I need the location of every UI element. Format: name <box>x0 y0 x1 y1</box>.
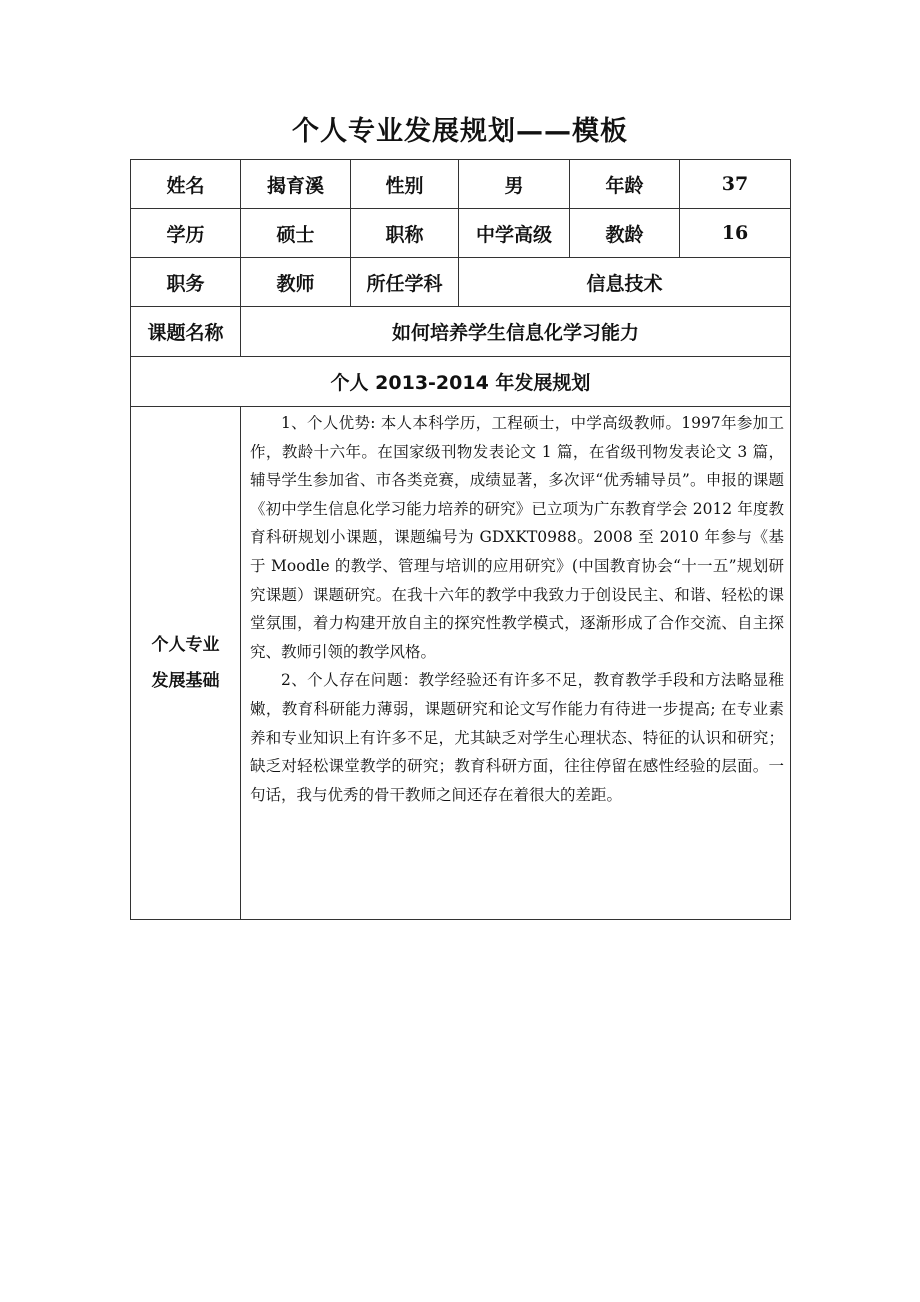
table-row <box>131 209 791 258</box>
basis-label-line1: 个人专业 <box>151 635 220 655</box>
age-label: 年龄 <box>570 160 680 209</box>
table-row <box>131 160 791 209</box>
table-row <box>131 258 791 307</box>
table-row <box>131 407 791 920</box>
project-value: 如何培养学生信息化学习能力 <box>241 307 791 357</box>
education-label: 学历 <box>131 209 241 258</box>
subject-value: 信息技术 <box>459 258 791 307</box>
name-value: 揭育溪 <box>241 160 351 209</box>
project-label: 课题名称 <box>131 307 241 357</box>
table-row <box>131 307 791 357</box>
basis-content <box>241 407 791 920</box>
basis-label <box>131 407 241 920</box>
basis-label-line2: 发展基础 <box>151 671 220 691</box>
education-value: 硕士 <box>241 209 351 258</box>
basis-paragraph-problems: 2、个人存在问题：教学经验还有许多不足，教育教学手段和方法略显稚嫩，教育科研能力薄弱，课题研究和论文写作能力有待进一步提高; 在专业素养和专业知识上有许多不足，尤其缺乏对学生心理状态、特征的认识和研究；缺乏对轻松课堂教学的研究；教育科研方面，往往停留在感性经验的层面。一句话，我与优秀的骨干教师之间还存在着很大的差距。 <box>250 671 784 804</box>
document-title: 个人专业发展规划——模板 <box>292 116 628 147</box>
professional-title-value: 中学高级 <box>459 209 570 258</box>
position-value: 教师 <box>241 258 351 307</box>
name-label: 姓名 <box>131 160 241 209</box>
plan-heading: 个人 2013-2014 年发展规划 <box>131 357 791 407</box>
position-label: 职务 <box>131 258 241 307</box>
teaching-years-label: 教龄 <box>570 209 680 258</box>
profile-table <box>130 159 791 920</box>
age-value: 37 <box>680 160 791 209</box>
gender-label: 性别 <box>351 160 459 209</box>
table-row <box>131 357 791 407</box>
teaching-years-value: 16 <box>680 209 791 258</box>
basis-paragraph-strengths: 1、个人优势: 本人本科学历，工程硕士，中学高级教师。1997年参加工作，教龄十六年。在国家级刊物发表论文 1 篇，在省级刊物发表论文 3 篇，辅导学生参加省、市各类竞赛，成绩显著，多次评“优秀辅导员”。申报的课题《初中学生信息化学习能力培养的研究》已立项为广东教育学会 2012 年度教育科研规划小课题，课题编号为 GDXKT0988。2008 至 2010 年参与《基于 Moodle 的教学、管理与培训的应用研究》(中国教育协会“十一五”规划研究课题）课题研究。在我十六年的教学中我致力于创设民主、和谐、轻松的课堂氛围，着力构建开放自主的探究性教学模式，逐渐形成了合作交流、自主探究、教师引领的教学风格。 <box>250 414 784 661</box>
subject-label: 所任学科 <box>351 258 459 307</box>
professional-title-label: 职称 <box>351 209 459 258</box>
gender-value: 男 <box>459 160 570 209</box>
